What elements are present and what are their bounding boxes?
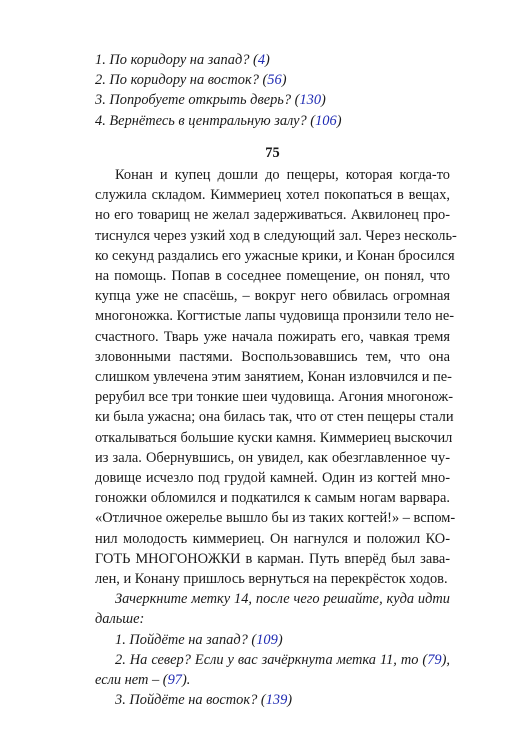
choice-open-door[interactable] — [95, 90, 450, 110]
choice-east-corridor[interactable] — [95, 70, 450, 90]
choice-close: ) — [336, 112, 342, 129]
choice-text: 3. Пойдёте на восток? ( — [115, 692, 266, 709]
paragraph-line: ки была ужасна; она билась так, что от стен пещеры стали — [95, 409, 454, 426]
choice-link-109[interactable]: 109 — [256, 631, 278, 648]
choice-text: 2. На север? Если у вас зачёркнута метка 11, то ( — [115, 651, 428, 668]
choice-go-west[interactable] — [95, 630, 450, 650]
choice-go-north[interactable] — [95, 650, 450, 670]
choice-text: 1. По коридору на запад? ( — [95, 52, 258, 68]
bottom-choices — [95, 630, 450, 711]
choice-link-79[interactable]: 79 — [427, 651, 442, 668]
choice-link-130[interactable]: 130 — [299, 92, 322, 109]
paragraph-line: служила складом. Киммериец хотел покопаться в вещах, — [95, 187, 450, 204]
paragraph-line: «Отличное ожерелье вышло бы из таких когтей!» – вспом- — [95, 510, 456, 527]
choice-text: 3. Попробуете открыть дверь? ( — [95, 92, 300, 109]
paragraph-line: откалываться большие куски камня. Киммериец выскочил — [95, 429, 453, 446]
choice-close: ) — [321, 92, 326, 109]
choice-go-east[interactable] — [95, 690, 450, 710]
paragraph-line: лен, и Конану пришлось вернуться на перекрёсток ходов. — [95, 571, 448, 588]
choice-go-north-else[interactable] — [95, 670, 450, 690]
paragraph-line: тиснулся через узкий ход в следующий зал. Через несколь- — [95, 227, 457, 244]
top-choices — [95, 50, 450, 131]
choice-west-corridor[interactable] — [95, 50, 450, 70]
paragraph-line: Конан и купец дошли до пещеры, которая когда-то — [115, 167, 450, 184]
paragraph-line: многоножка. Когтистые лапы чудовища пронзили тело не- — [95, 308, 455, 325]
story-paragraph — [95, 165, 457, 589]
paragraph-line: но его товарищ не желал задерживаться. Аквилонец про- — [95, 207, 450, 224]
choice-close: ) — [265, 52, 270, 68]
instruction-text — [95, 589, 450, 629]
choice-close: ) — [287, 692, 293, 709]
choice-link-56[interactable]: 56 — [267, 72, 282, 89]
choice-link-139[interactable]: 139 — [265, 692, 288, 709]
paragraph-line: из зала. Обернувшись, он увидел, как обезглавленное чу- — [95, 449, 450, 466]
choice-text: 2. По коридору на восток? ( — [95, 72, 268, 89]
choice-close: ). — [181, 672, 191, 689]
paragraph-line: ко секунд раздались его ужасные крики, и Конан бросился — [95, 247, 455, 264]
choice-text: если нет – ( — [95, 672, 168, 689]
paragraph-line: рерубил все три тонкие шеи чудовища. Агония многонож- — [95, 389, 454, 406]
instruction-line: дальше: — [95, 611, 145, 628]
choice-close: ) — [281, 72, 287, 89]
choice-close: ), — [441, 651, 450, 668]
paragraph-line: слишком увлечена этим занятием, Конан изловчился и пе- — [95, 369, 452, 386]
paragraph-line: счастного. Тварь уже начала пожирать его, чавкая тремя — [95, 328, 450, 345]
choice-text: 1. Пойдёте на запад? ( — [115, 631, 257, 648]
choice-link-4[interactable]: 4 — [257, 52, 266, 68]
paragraph-line: гоножки обломился и подкатился к самым ногам варвара. — [95, 490, 450, 507]
choice-close: ) — [277, 631, 283, 648]
paragraph-line: нил молодость киммериец. Он нагнулся и положил КО- — [95, 530, 450, 547]
paragraph-line: купца уже не спасёшь, – вокруг него обвилась огромная — [95, 288, 450, 305]
paragraph-line: зловонными пастями. Воспользовавшись тем, что она — [95, 348, 450, 365]
paragraph-line: на помощь. Попав в соседнее помещение, он понял, что — [95, 268, 450, 285]
instruction-line: Зачеркните метку 14, после чего решайте, куда идти — [115, 591, 450, 608]
choice-central-hall[interactable] — [95, 111, 450, 131]
paragraph-line: ГОТЬ МНОГОНОЖКИ в карман. Путь вперёд был зава- — [95, 550, 450, 567]
choice-text: 4. Вернётесь в центральную залу? ( — [95, 112, 316, 129]
book-page — [95, 50, 457, 711]
paragraph-line: довище исчезло под грудой камней. Один из когтей мно- — [95, 470, 450, 487]
section-number: 75 — [265, 144, 280, 161]
choice-link-106[interactable]: 106 — [315, 112, 337, 129]
choice-link-97[interactable]: 97 — [167, 672, 182, 689]
